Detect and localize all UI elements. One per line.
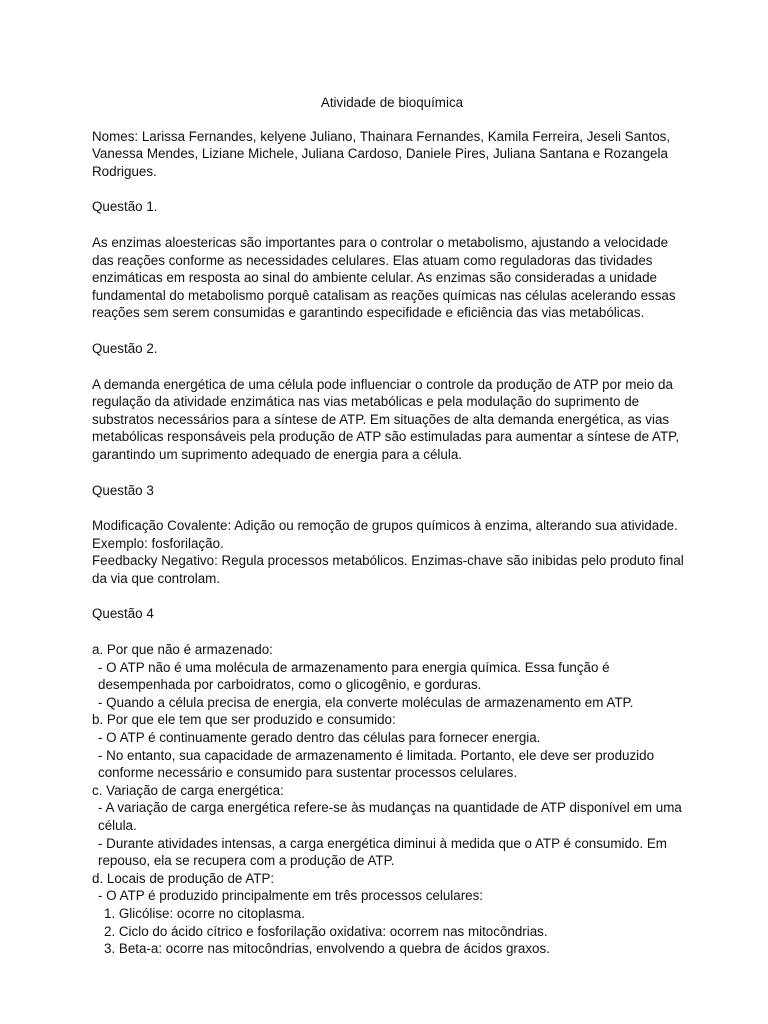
names-paragraph: Nomes: Larissa Fernandes, kelyene Juliano, Thainara Fernandes, Kamila Ferreira, Jeseli Santos, Vanessa Mendes, Liziane Michele, Juliana Cardoso, Daniele Pires, Juliana Santana e Rozangela Rodrigues. bbox=[92, 128, 671, 179]
q4-d-list-item-1: 1. Glicólise: ocorre no citoplasma. bbox=[104, 905, 305, 921]
q4-d-item-1: - O ATP é produzido principalmente em três processos celulares: bbox=[98, 888, 484, 904]
q4-b-item-1: - O ATP é continuamente gerado dentro das células para fornecer energia. bbox=[98, 730, 541, 746]
document-title: Atividade de bioquímica bbox=[320, 95, 464, 110]
q4-c-item-2: - Durante atividades intensas, a carga energética diminui à medida que o ATP é consumido. Em repouso, ela se recupera com a produção de ATP. bbox=[98, 835, 671, 869]
document-content bbox=[92, 94, 692, 976]
question-1-heading: Questão 1. bbox=[92, 199, 158, 215]
q4-a-item-2: - Quando a célula precisa de energia, ela converte moléculas de armazenamento em ATP. bbox=[98, 694, 634, 710]
q4-a-item-1: - O ATP não é uma molécula de armazenamento para energia química. Essa função é desempenhada por carboidratos, como o glicogênio, e gorduras. bbox=[98, 659, 614, 693]
q3-line-example: Exemplo: fosforilação. bbox=[92, 535, 224, 551]
q3-line-covalent: Modificação Covalente: Adição ou remoção de grupos químicos à enzima, alterando sua atividade. bbox=[92, 518, 678, 534]
q4-c-item-1: - A variação de carga energética refere-se às mudanças na quantidade de ATP disponível em uma célula. bbox=[98, 800, 686, 833]
question-1-answer: As enzimas aloestericas são importantes para o controlar o metabolismo, ajustando a velocidade das reações conforme as necessidades celulares. Elas atuam como reguladoras das tividades enzimáticas em resposta ao sinal do ambiente celular. As enzimas são consideradas a unidade fundamental do metabolismo porquê catalisam as reações químicas nas células acelerando essas reações sem serem consumidas e garantindo especifidade e eficiência das vias metabólicas. bbox=[92, 234, 676, 321]
q4-c-title: c. Variação de carga energética: bbox=[92, 782, 284, 798]
question-3-heading: Questão 3 bbox=[92, 482, 154, 498]
q4-a-title: a. Por que não é armazenado: bbox=[92, 642, 273, 658]
q4-b-title: b. Por que ele tem que ser produzido e consumido: bbox=[92, 712, 396, 728]
q4-d-list-item-2: 2. Ciclo do ácido cítrico e fosforilação oxidativa: ocorrem nas mitocôndrias. bbox=[104, 923, 548, 939]
question-4-answer bbox=[92, 641, 692, 958]
q4-d-title: d. Locais de produção de ATP: bbox=[92, 870, 275, 886]
question-4-heading: Questão 4 bbox=[92, 606, 154, 622]
q3-line-feedback: Feedbacky Negativo: Regula processos metabólicos. Enzimas-chave são inibidas pelo produto final da via que controlam. bbox=[92, 553, 688, 586]
question-3-answer bbox=[92, 517, 692, 587]
question-2-answer: A demanda energética de uma célula pode influenciar o controle da produção de ATP por meio da regulação da atividade enzimática nas vias metabólicas e pela modulação do suprimento de substratos necessários para a síntese de ATP. Em situações de alta demanda energética, as vias metabólicas responsáveis pela produção de ATP são estimuladas para aumentar a síntese de ATP, garantindo um suprimento adequado de energia para a célula. bbox=[92, 376, 680, 462]
q4-b-item-2: - No entanto, sua capacidade de armazenamento é limitada. Portanto, ele deve ser produzido conforme necessário e consumido para sustentar processos celulares. bbox=[98, 747, 658, 781]
question-2-heading: Questão 2. bbox=[92, 340, 158, 356]
q4-d-list-item-3: 3. Beta-a: ocorre nas mitocôndrias, envolvendo a quebra de ácidos graxos. bbox=[104, 941, 550, 957]
